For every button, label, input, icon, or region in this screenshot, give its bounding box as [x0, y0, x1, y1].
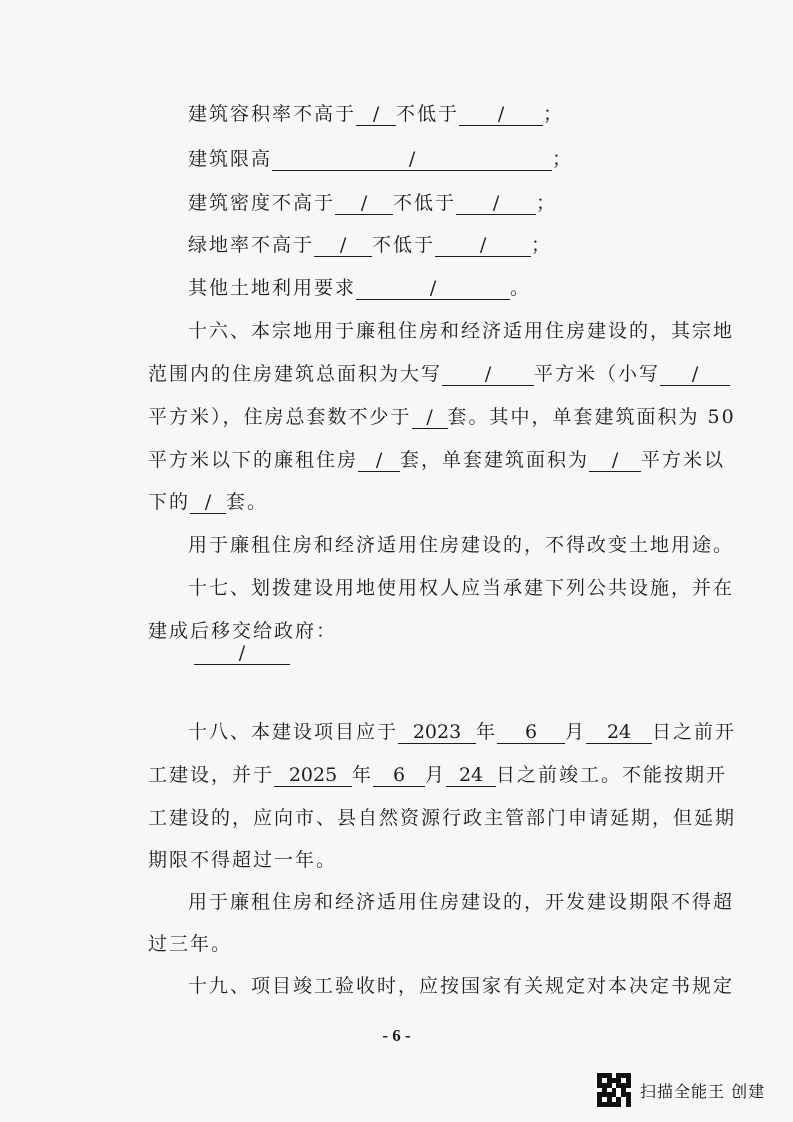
- other-requirements-line: 其他土地利用要求 / 。: [188, 277, 532, 299]
- sec17-facilities-blank-line: [194, 640, 290, 666]
- sec16-line-4: 平方米以下的廉租住房 / 套，单套建筑面积为 / 平方米以: [148, 449, 726, 471]
- other-requirements-blank: /: [356, 277, 510, 300]
- sec16-line-5: 下的 / 套。: [148, 491, 269, 513]
- end-month: 6: [373, 764, 425, 787]
- lowrent-units-blank: /: [358, 449, 400, 472]
- green-max-blank: /: [314, 234, 372, 257]
- density-min-blank: /: [456, 192, 536, 215]
- start-month: 6: [497, 721, 565, 744]
- sec18-paragraph-2-line-2: 过三年。: [148, 933, 233, 955]
- sec16-paragraph-2: 用于廉租住房和经济适用住房建设的，不得改变土地用途。: [188, 534, 735, 556]
- density-line: 建筑密度不高于 / 不低于 / ；: [188, 192, 558, 214]
- start-year: 2023: [398, 721, 476, 744]
- start-day: 24: [586, 721, 652, 744]
- sec18-line-3: 工建设的，应向市、县自然资源行政主管部门申请延期，但延期: [148, 807, 737, 829]
- density-max-blank: /: [335, 192, 393, 215]
- scanner-watermark: [596, 1072, 765, 1108]
- other-units-blank: /: [190, 491, 226, 514]
- watermark-text: 扫描全能王 创建: [640, 1081, 766, 1101]
- sec16-line-3: 平方米），住房总套数不少于 / 套。其中，单套建筑面积为 50: [148, 406, 736, 428]
- green-min-blank: /: [435, 234, 531, 257]
- unit-area-blank: /: [589, 449, 641, 472]
- end-year: 2025: [274, 764, 352, 787]
- total-area-upper-blank: /: [442, 363, 534, 386]
- far-line: 建筑容积率不高于 / 不低于 / ；: [188, 103, 565, 125]
- total-units-blank: /: [412, 406, 448, 429]
- facilities-blank: /: [194, 642, 290, 665]
- sec18-line-1: 十八、本建设项目应于 2023 年 6 月 24 日之前开: [188, 721, 737, 743]
- sec18-paragraph-2-line-1: 用于廉租住房和经济适用住房建设的，开发建设期限不得超: [188, 891, 735, 913]
- qr-code-icon: [596, 1072, 632, 1108]
- total-area-lower-blank: /: [660, 363, 730, 386]
- height-limit-blank: /: [272, 148, 552, 171]
- far-max-blank: /: [356, 103, 396, 126]
- page-number: - 6 -: [382, 1026, 411, 1045]
- green-ratio-line: 绿地率不高于 / 不低于 / ；: [188, 234, 553, 256]
- sec18-line-4: 期限不得超过一年。: [148, 849, 338, 871]
- end-day: 24: [446, 764, 496, 787]
- height-limit-line: 建筑限高 / ；: [188, 148, 574, 170]
- sec16-line-2: 范围内的住房建筑总面积为大写 / 平方米（小写 /: [148, 361, 730, 387]
- sec19-line-1: 十九、项目竣工验收时，应按国家有关规定对本决定书规定: [188, 975, 735, 997]
- sec16-line-1: 十六、本宗地用于廉租住房和经济适用住房建设的，其宗地: [188, 320, 735, 342]
- sec17-line-1: 十七、划拨建设用地使用权人应当承建下列公共设施，并在: [188, 577, 735, 599]
- sec17-line-2: 建成后移交给政府：: [148, 620, 338, 642]
- far-min-blank: /: [459, 103, 543, 126]
- sec18-line-2: 工建设，并于 2025 年 6 月 24 日之前竣工。不能按期开: [148, 764, 728, 786]
